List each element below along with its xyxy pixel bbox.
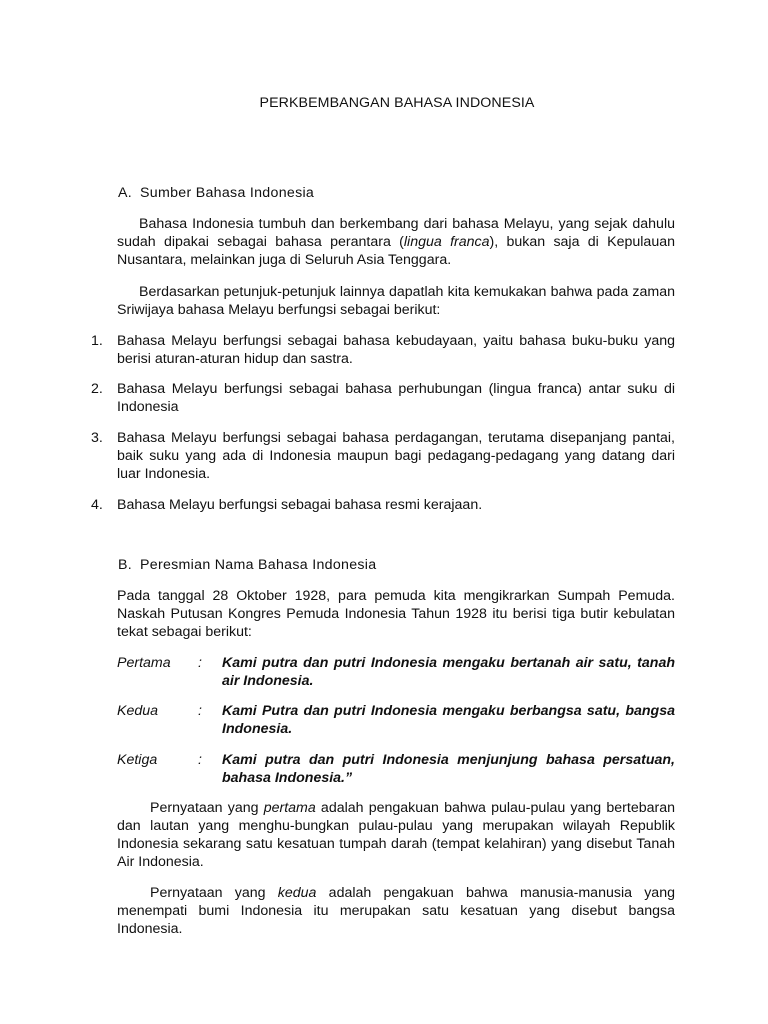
section-a-heading-text: Sumber Bahasa Indonesia (140, 185, 315, 201)
oath-text: Kami Putra dan putri Indonesia mengaku berbangsa satu, bangsa Indonesia. (222, 703, 675, 737)
oath-colon: : (198, 752, 202, 768)
paragraph-text: Bahasa Indonesia tumbuh dan berkembang dari bahasa Melayu, yang sejak dahulu sudah dipakai sebagai bahasa perantara ( (117, 216, 675, 250)
oath-row (117, 702, 675, 738)
list-item (91, 380, 675, 416)
oath-label: Pertama (117, 655, 171, 671)
section-b-paragraph-2 (117, 799, 675, 871)
document-title: PERKBEMBANGAN BAHASA INDONESIA (259, 95, 535, 111)
oath-text: Kami putra dan putri Indonesia menjunjung bahasa persatuan, bahasa Indonesia.” (222, 752, 675, 786)
list-number: 1. (91, 333, 103, 349)
list-item (91, 332, 675, 368)
italic-term: kedua (277, 885, 317, 901)
oath-row (117, 751, 675, 787)
list-number: 4. (91, 497, 103, 513)
list-item-text: Bahasa Melayu berfungsi sebagai bahasa perdagangan, terutama disepanjang pantai, baik suku yang ada di Indonesia maupun bagi pedagang-pedagang yang datang dari luar Indonesia. (117, 430, 675, 482)
section-b-paragraph-3 (117, 884, 675, 938)
paragraph-text: ), bukan saja di Kepulauan Nusantara, melainkan juga di Seluruh Asia Tenggara. (117, 234, 675, 268)
oath-label: Kedua (117, 703, 159, 719)
section-b-heading (118, 556, 678, 574)
list-item (91, 429, 675, 483)
list-number: 3. (91, 430, 103, 446)
oath-text: Kami putra dan putri Indonesia mengaku bertanah air satu, tanah air Indonesia. (222, 655, 675, 689)
oath-label: Ketiga (117, 752, 158, 768)
section-a-heading (118, 184, 678, 202)
section-a-paragraph-2: Berdasarkan petunjuk-petunjuk lainnya dapatlah kita kemukakan bahwa pada zaman Sriwijaya bahasa Melayu berfungsi sebagai berikut: (117, 284, 675, 318)
section-a-letter: A. (118, 185, 133, 201)
list-item (91, 496, 675, 514)
italic-term: lingua franca (403, 234, 490, 250)
paragraph-text: adalah pengakuan bahwa pulau-pulau yang bertebaran dan lautan yang menghu-bungkan pulau-pulau yang merupakan wilayah Republik Indonesia sekarang satu kesatuan tumpah darah (tempat kelahiran) yang disebut Tanah Air Indonesia. (117, 800, 675, 870)
section-b-letter: B. (118, 557, 133, 573)
section-b-heading-text: Peresmian Nama Bahasa Indonesia (140, 557, 377, 573)
paragraph-text: adalah pengakuan bahwa manusia-manusia yang menempati bumi Indonesia itu merupakan satu kesatuan yang disebut bangsa Indonesia. (117, 885, 675, 937)
list-item-text: Bahasa Melayu berfungsi sebagai bahasa perhubungan (lingua franca) antar suku di Indonesia (117, 381, 675, 415)
italic-term: pertama (263, 800, 316, 816)
section-b-paragraph-1: Pada tanggal 28 Oktober 1928, para pemuda kita mengikrarkan Sumpah Pemuda. Naskah Putusan Kongres Pemuda Indonesia Tahun 1928 itu berisi tiga butir kebulatan tekat sebagai berikut: (117, 588, 675, 640)
paragraph-text: Pernyataan yang (150, 800, 264, 816)
list-number: 2. (91, 381, 103, 397)
paragraph-text: Pernyataan yang (150, 885, 278, 901)
oath-colon: : (198, 703, 202, 719)
list-item-text: Bahasa Melayu berfungsi sebagai bahasa kebudayaan, yaitu bahasa buku-buku yang berisi aturan-aturan hidup dan sastra. (117, 333, 675, 367)
section-a-paragraph-1 (117, 215, 675, 269)
oath-row (117, 654, 675, 690)
list-item-text: Bahasa Melayu berfungsi sebagai bahasa resmi kerajaan. (117, 497, 483, 513)
oath-colon: : (198, 655, 202, 671)
